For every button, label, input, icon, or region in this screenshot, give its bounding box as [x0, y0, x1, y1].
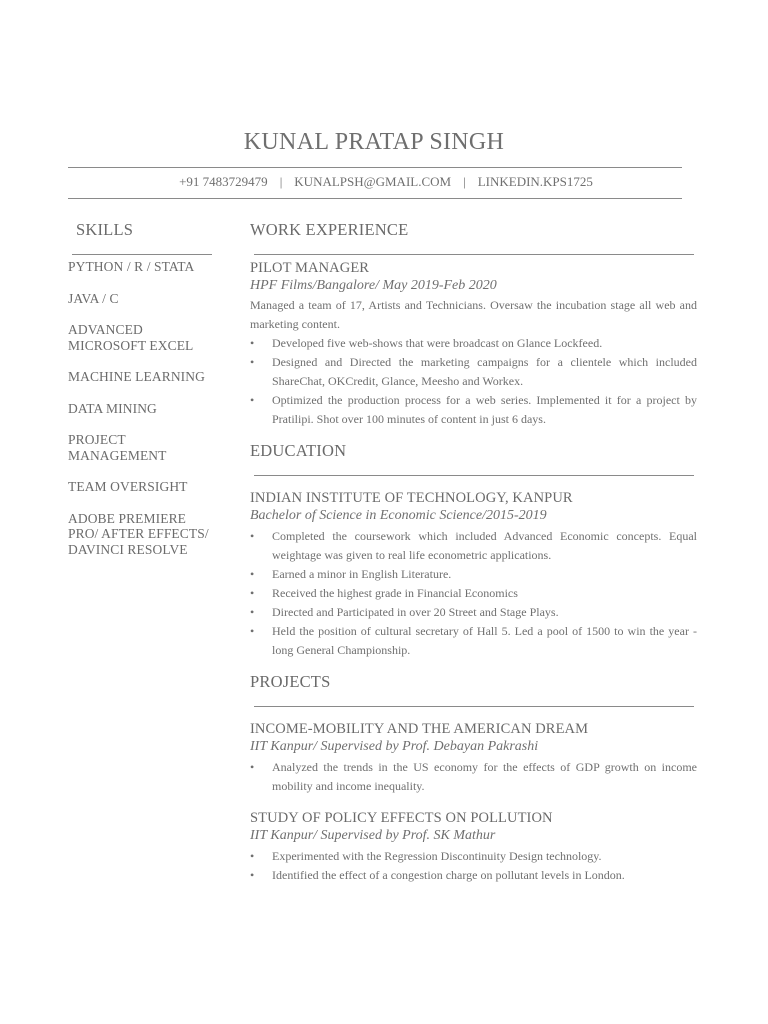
projects-section	[250, 672, 697, 885]
list-item	[250, 758, 697, 796]
project-supervisor: IIT Kanpur/ Supervised by Prof. SK Mathur	[250, 828, 496, 843]
skills-section	[68, 220, 218, 573]
main-column	[250, 220, 697, 885]
bullet-icon: •	[250, 868, 255, 882]
skill-item: TEAM OVERSIGHT	[68, 479, 188, 494]
bullet-text: Optimized the production process for a web series. Implemented it for a project by Pratilipi. Shot over 100 minutes of content in just 6 days.	[272, 393, 697, 426]
bullet-icon: •	[250, 586, 255, 600]
bullet-text: Analyzed the trends in the US economy for the effects of GDP growth on income mobility and income inequality.	[272, 760, 697, 793]
work-experience-heading: WORK EXPERIENCE	[250, 220, 409, 239]
email-address: KUNALPSH@GMAIL.COM	[294, 174, 452, 189]
contact-separator: |	[279, 174, 283, 189]
education-entry	[250, 490, 697, 660]
bullet-icon: •	[250, 567, 255, 581]
project-title: STUDY OF POLICY EFFECTS ON POLLUTION	[250, 810, 553, 826]
skill-item: DATA MINING	[68, 400, 157, 416]
bullet-icon: •	[250, 624, 255, 638]
bullet-text: Experimented with the Regression Discontinuity Design technology.	[272, 849, 602, 863]
bullet-text: Developed five web-shows that were broadcast on Glance Lockfeed.	[272, 336, 603, 350]
work-experience-section	[250, 220, 697, 429]
job-company-dates: HPF Films/Bangalore/ May 2019-Feb 2020	[250, 278, 497, 293]
project-title: INCOME-MOBILITY AND THE AMERICAN DREAM	[250, 721, 589, 737]
bullet-text: Earned a minor in English Literature.	[272, 567, 452, 581]
skill-item: ADVANCED MICROSOFT EXCEL	[68, 322, 194, 353]
skill-item: MACHINE LEARNING	[68, 369, 205, 384]
bullet-text: Held the position of cultural secretary of Hall 5. Led a pool of 1500 to win the year - long General Championship.	[272, 624, 697, 657]
degree-dates: Bachelor of Science in Economic Science/2015-2019	[250, 508, 547, 523]
skill-item: ADOBE PREMIERE PRO/ AFTER EFFECTS/ DAVINCI RESOLVE	[68, 510, 209, 557]
section-rule	[254, 706, 694, 707]
job-bullets	[250, 334, 697, 429]
header-top-rule	[68, 167, 682, 168]
contact-separator: |	[463, 174, 466, 189]
bullet-text: Completed the coursework which included Advanced Economic concepts. Equal weightage was given to real life econometric applications.	[272, 529, 697, 562]
list-item	[250, 584, 697, 603]
education-section	[250, 441, 697, 660]
bullet-icon: •	[250, 529, 255, 543]
bullet-icon: •	[250, 760, 255, 774]
project-supervisor: IIT Kanpur/ Supervised by Prof. Debayan Pakrashi	[250, 739, 539, 754]
project-bullets	[250, 847, 697, 885]
education-heading: EDUCATION	[250, 441, 347, 460]
job-summary: Managed a team of 17, Artists and Technicians. Oversaw the incubation stage all web and marketing content.	[250, 298, 697, 331]
project-entry	[250, 810, 697, 885]
list-item	[250, 622, 697, 660]
skills-heading: SKILLS	[76, 220, 134, 239]
phone-number: +91 7483729479	[179, 174, 268, 189]
linkedin-handle: LINKEDIN.KPS1725	[477, 174, 593, 189]
header-bottom-rule	[68, 198, 682, 199]
list-item	[250, 847, 697, 866]
education-bullets	[250, 527, 697, 660]
skills-rule	[72, 254, 212, 255]
section-rule	[254, 254, 694, 255]
skill-item: PYTHON / R / STATA	[68, 259, 195, 274]
project-bullets	[250, 758, 697, 796]
skill-item: PROJECT MANAGEMENT	[68, 432, 167, 463]
list-item	[250, 866, 697, 885]
bullet-icon: •	[250, 336, 255, 350]
bullet-text: Identified the effect of a congestion charge on pollutant levels in London.	[272, 868, 625, 882]
skill-item: JAVA / C	[68, 290, 119, 306]
skills-list	[68, 259, 218, 557]
bullet-text: Designed and Directed the marketing campaigns for a clientele which included ShareChat, OKCredit, Glance, Meesho and Workex.	[272, 355, 697, 388]
list-item	[250, 353, 697, 391]
bullet-icon: •	[250, 355, 255, 369]
list-item	[250, 391, 697, 429]
list-item	[250, 603, 697, 622]
bullet-icon: •	[250, 605, 255, 619]
list-item	[250, 527, 697, 565]
bullet-text: Directed and Participated in over 20 Street and Stage Plays.	[272, 605, 559, 619]
contact-line	[0, 174, 768, 190]
job-title: PILOT MANAGER	[250, 260, 370, 276]
section-rule	[254, 475, 694, 476]
bullet-icon: •	[250, 849, 255, 863]
bullet-text: Received the highest grade in Financial Economics	[272, 586, 518, 600]
school-name: INDIAN INSTITUTE OF TECHNOLOGY, KANPUR	[250, 490, 573, 506]
list-item	[250, 565, 697, 584]
bullet-icon: •	[250, 393, 255, 407]
projects-heading: PROJECTS	[250, 672, 331, 691]
candidate-name: KUNAL PRATAP SINGH	[243, 129, 505, 155]
project-entry	[250, 721, 697, 796]
list-item	[250, 334, 697, 353]
work-entry	[250, 260, 697, 429]
